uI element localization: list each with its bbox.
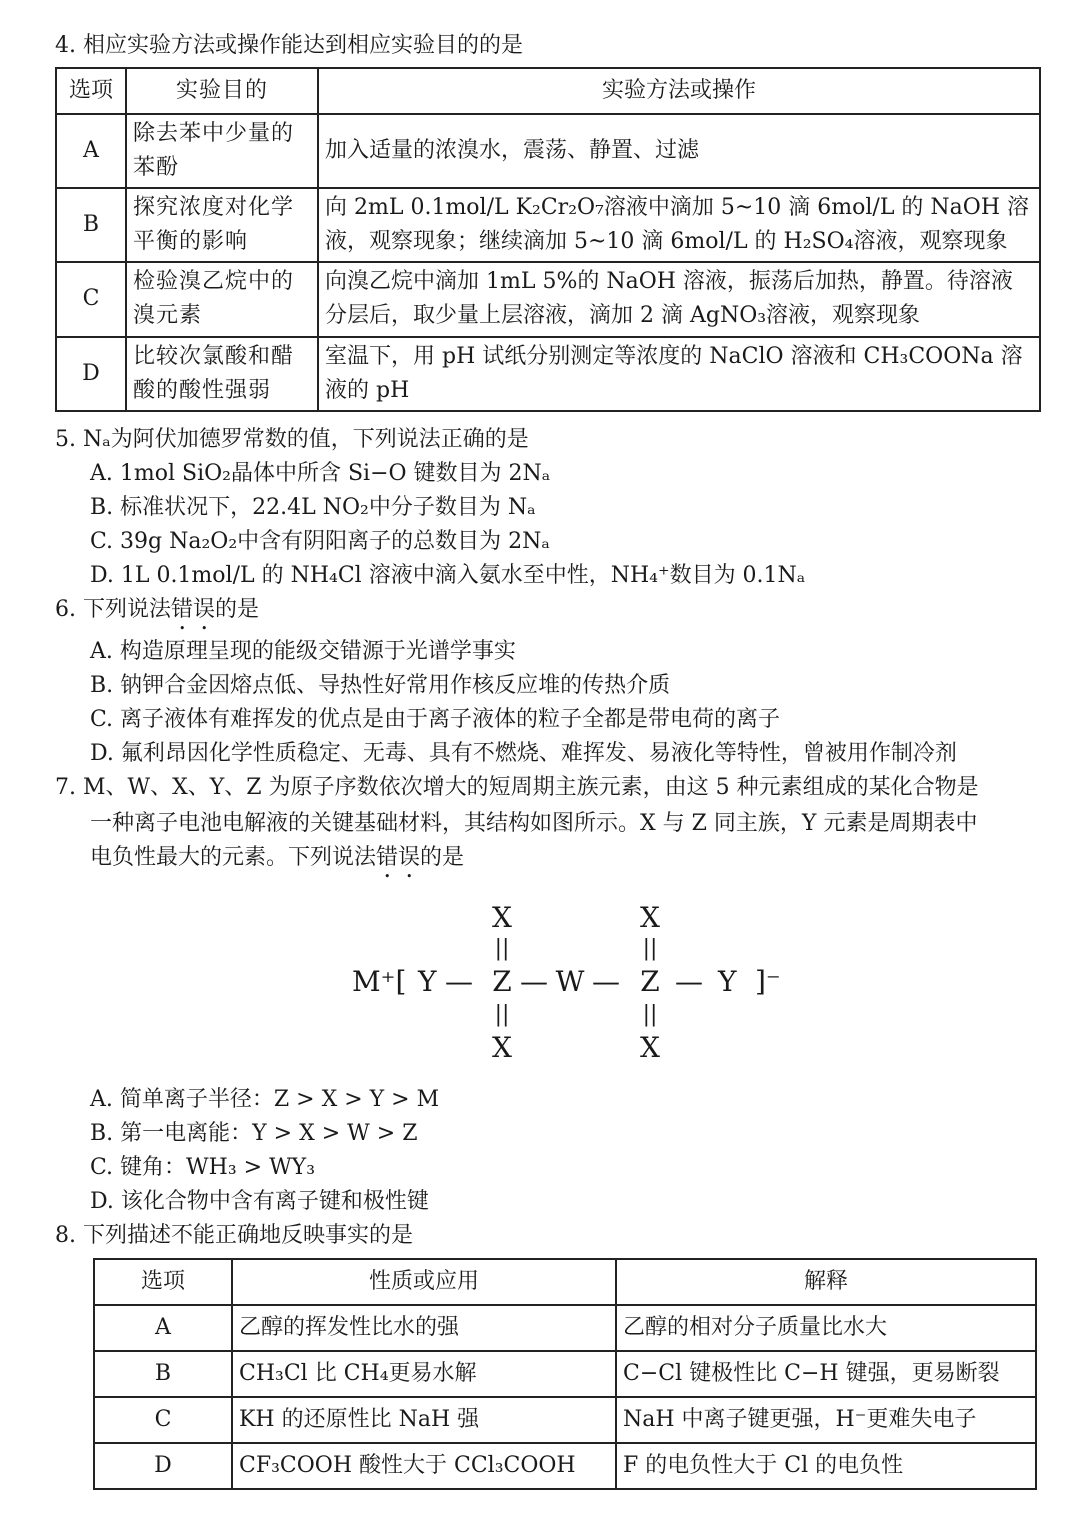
q7-option-c: C. 键角：WH₃ > WY₃ bbox=[90, 1155, 316, 1180]
q8-header-expl: 解释 bbox=[616, 1259, 1036, 1305]
q7-line2: 一种离子电池电解液的关键基础材料，其结构如图所示。X 与 Z 同主族，Y 元素是周期表中 bbox=[90, 811, 978, 836]
q6-option-a: A. 构造原理呈现的能级交错源于光谱学事实 bbox=[90, 639, 516, 664]
q8-row-option: B bbox=[94, 1351, 232, 1397]
struct-cation: M⁺[ bbox=[352, 965, 407, 998]
table-row bbox=[94, 1443, 1036, 1489]
struct-z2: Z bbox=[640, 965, 660, 998]
struct-top-x1: X bbox=[492, 901, 512, 934]
q4-row-method: 向溴乙烷中滴加 1mL 5%的 NaOH 溶液，振荡后加热，静置。待溶液分层后，取少量上层溶液，滴加 2 滴 AgNO₃溶液，观察现象 bbox=[318, 262, 1040, 336]
q8-title: 8. 下列描述不能正确地反映事实的是 bbox=[55, 1223, 413, 1248]
q8-row-option: C bbox=[94, 1397, 232, 1443]
q5-option-d: D. 1L 0.1mol/L 的 NH₄Cl 溶液中滴入氨水至中性，NH₄⁺数目为 0.1Nₐ bbox=[90, 563, 806, 588]
structure-diagram bbox=[340, 895, 800, 1070]
struct-bond1: — bbox=[445, 965, 473, 998]
q8-table-header bbox=[94, 1259, 1036, 1305]
q6-option-d: D. 氟利昂因化学性质稳定、无毒、具有不燃烧、难挥发、易液化等特性，曾被用作制冷剂 bbox=[90, 741, 957, 766]
struct-bottom-db1: || bbox=[494, 1002, 510, 1027]
struct-bond2: — bbox=[520, 965, 548, 998]
q4-row-method: 室温下，用 pH 试纸分别测定等浓度的 NaClO 溶液和 CH₃COONa 溶液的 pH bbox=[318, 337, 1040, 411]
q4-row-aim: 比较次氯酸和醋酸的酸性强弱 bbox=[126, 337, 318, 411]
q8-row-prop: KH 的还原性比 NaH 强 bbox=[232, 1397, 616, 1443]
q8-row-option: D bbox=[94, 1443, 232, 1489]
q4-row-method: 加入适量的浓溴水，震荡、静置、过滤 bbox=[318, 114, 1040, 188]
struct-bond4: — bbox=[675, 965, 703, 998]
q6-option-c: C. 离子液体有难挥发的优点是由于离子液体的粒子全都是带电荷的离子 bbox=[90, 707, 781, 732]
q4-row-aim: 检验溴乙烷中的溴元素 bbox=[126, 262, 318, 336]
q7-line1: 7. M、W、X、Y、Z 为原子序数依次增大的短周期主族元素，由这 5 种元素组成的某化合物是 bbox=[55, 775, 979, 800]
q5-option-c: C. 39g Na₂O₂中含有阴阳离子的总数目为 2Nₐ bbox=[90, 529, 550, 554]
q4-row-option: B bbox=[56, 188, 126, 262]
q6-title-pre: 6. 下列说法 bbox=[55, 597, 171, 622]
q4-table bbox=[55, 67, 1041, 412]
q4-header-method: 实验方法或操作 bbox=[318, 68, 1040, 114]
q7-line3-emphasis: 错误 bbox=[376, 845, 421, 870]
table-row bbox=[94, 1351, 1036, 1397]
table-row bbox=[94, 1397, 1036, 1443]
table-row bbox=[94, 1305, 1036, 1351]
q8-row-option: A bbox=[94, 1305, 232, 1351]
struct-bottom-x1: X bbox=[492, 1031, 512, 1064]
struct-bottom-db2: || bbox=[642, 1002, 658, 1027]
q8-row-prop: CF₃COOH 酸性大于 CCl₃COOH bbox=[232, 1443, 616, 1489]
q7-line3-post: 的是 bbox=[420, 845, 465, 870]
q4-title: 4. 相应实验方法或操作能达到相应实验目的的是 bbox=[55, 33, 523, 58]
q8-row-expl: NaH 中离子键更强，H⁻更难失电子 bbox=[616, 1397, 1036, 1443]
q4-header-option: 选项 bbox=[56, 68, 126, 114]
q6-title-post: 的是 bbox=[215, 597, 260, 622]
q6-title bbox=[55, 594, 259, 635]
struct-top-db1: || bbox=[494, 936, 510, 961]
table-row bbox=[56, 337, 1040, 411]
q4-row-option: A bbox=[56, 114, 126, 188]
q8-header-prop: 性质或应用 bbox=[232, 1259, 616, 1305]
q4-row-option: C bbox=[56, 262, 126, 336]
q4-row-aim: 探究浓度对化学平衡的影响 bbox=[126, 188, 318, 262]
struct-y1: Y bbox=[418, 965, 437, 998]
q7-option-b: B. 第一电离能：Y > X > W > Z bbox=[90, 1121, 418, 1146]
struct-z1: Z bbox=[492, 965, 512, 998]
struct-top-x2: X bbox=[640, 901, 660, 934]
q6-option-b: B. 钠钾合金因熔点低、导热性好常用作核反应堆的传热介质 bbox=[90, 673, 671, 698]
q8-header-option: 选项 bbox=[94, 1259, 232, 1305]
q4-row-aim: 除去苯中少量的苯酚 bbox=[126, 114, 318, 188]
table-row bbox=[56, 114, 1040, 188]
q7-option-d: D. 该化合物中含有离子键和极性键 bbox=[90, 1189, 429, 1214]
struct-w: W bbox=[555, 965, 585, 998]
q7-option-a: A. 简单离子半径：Z > X > Y > M bbox=[90, 1087, 440, 1112]
q8-row-prop: 乙醇的挥发性比水的强 bbox=[232, 1305, 616, 1351]
q5-title: 5. Nₐ为阿伏加德罗常数的值，下列说法正确的是 bbox=[55, 427, 529, 452]
q5-option-a: A. 1mol SiO₂晶体中所含 Si−O 键数目为 2Nₐ bbox=[90, 461, 551, 486]
q8-row-prop: CH₃Cl 比 CH₄更易水解 bbox=[232, 1351, 616, 1397]
struct-close: ]⁻ bbox=[755, 965, 781, 998]
struct-bond3: — bbox=[592, 965, 620, 998]
struct-bottom-x2: X bbox=[640, 1031, 660, 1064]
q8-row-expl: 乙醇的相对分子质量比水大 bbox=[616, 1305, 1036, 1351]
q6-title-emphasis: 错误 bbox=[170, 597, 215, 622]
q7-line3-pre: 电负性最大的元素。下列说法 bbox=[90, 845, 377, 870]
q8-row-expl: F 的电负性大于 Cl 的电负性 bbox=[616, 1443, 1036, 1489]
table-row bbox=[56, 188, 1040, 262]
struct-top-db2: || bbox=[642, 936, 658, 961]
q4-row-option: D bbox=[56, 337, 126, 411]
q5-option-b: B. 标准状况下，22.4L NO₂中分子数目为 Nₐ bbox=[90, 495, 536, 520]
q4-row-method: 向 2mL 0.1mol/L K₂Cr₂O₇溶液中滴加 5~10 滴 6mol/L 的 NaOH 溶液，观察现象；继续滴加 5~10 滴 6mol/L 的 H₂SO₄溶液，观察现象 bbox=[318, 188, 1040, 262]
q8-row-expl: C−Cl 键极性比 C−H 键强，更易断裂 bbox=[616, 1351, 1036, 1397]
struct-y2: Y bbox=[718, 965, 737, 998]
q4-table-header bbox=[56, 68, 1040, 114]
table-row bbox=[56, 262, 1040, 336]
q8-table bbox=[93, 1258, 1037, 1490]
q4-header-aim: 实验目的 bbox=[126, 68, 318, 114]
q7-line3 bbox=[90, 840, 1040, 883]
